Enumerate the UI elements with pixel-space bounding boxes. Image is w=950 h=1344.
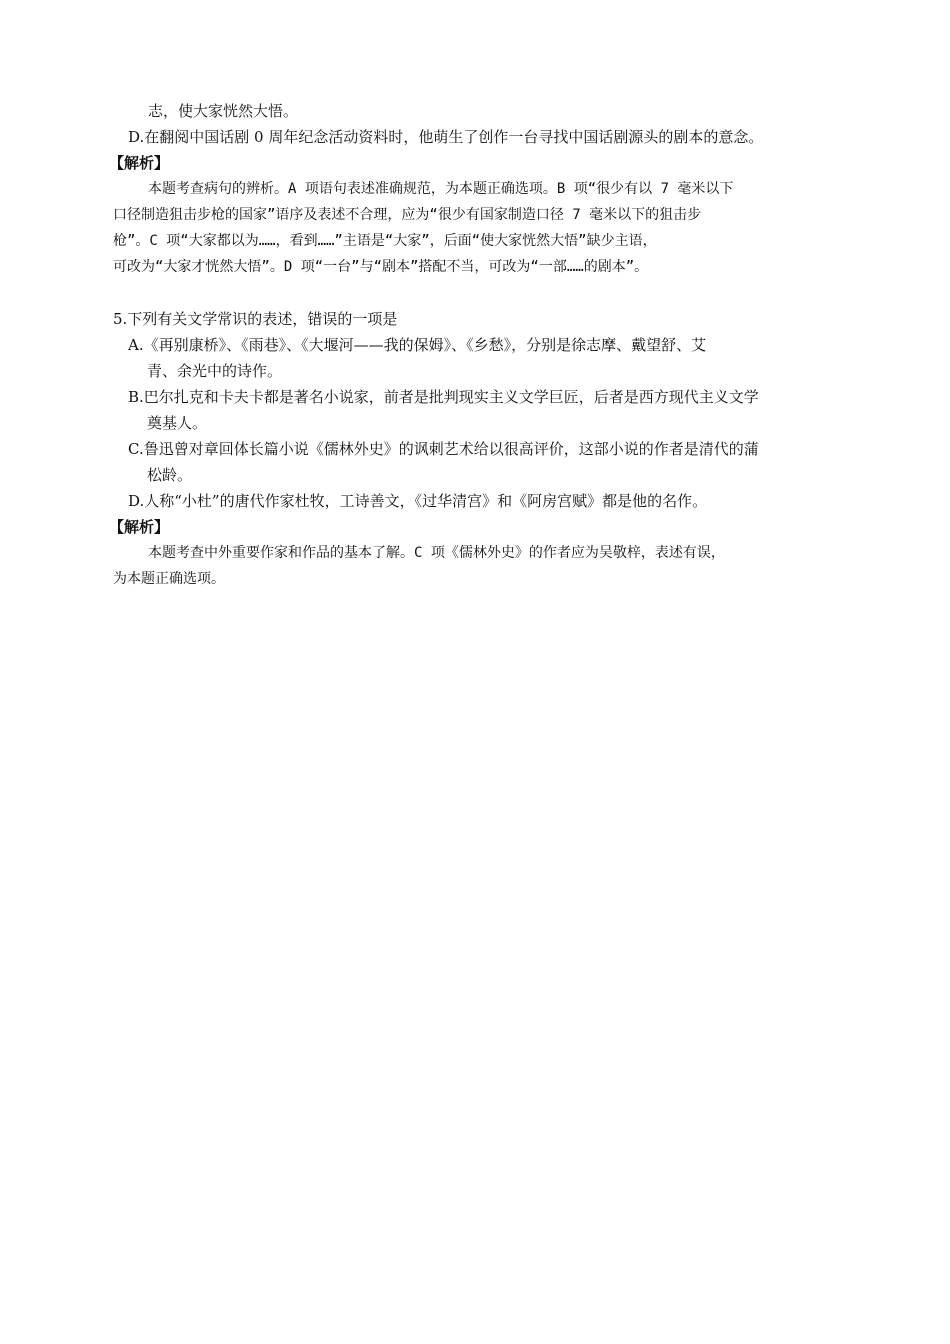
q4-analysis-line-3: 枪”。C 项“大家都以为……，看到……”主语是“大家”，后面“使大家恍然大悟”缺少主语，: [113, 233, 657, 249]
q5-option-d: D.人称“小杜”的唐代作家杜牧，工诗善文，《过华清宫》和《阿房宫赋》都是他的名作。: [128, 492, 708, 510]
q4-analysis-heading: 【解析】: [109, 154, 170, 172]
document-content: [109, 98, 841, 592]
q4-option-d: D.在翻阅中国话剧 0 周年纪念活动资料时，他萌生了创作一台寻找中国话剧源头的剧本的意念。: [128, 128, 764, 146]
q5-analysis-line-1: 本题考查中外重要作家和作品的基本了解。C 项《儒林外史》的作者应为吴敬梓，表述有误，: [148, 545, 725, 561]
q4-option-c-continuation: 志，使大家恍然大悟。: [148, 102, 299, 120]
q5-option-c-continuation: 松龄。: [147, 466, 193, 484]
q5-option-a-continuation: 青、余光中的诗作。: [147, 362, 283, 380]
q5-option-b: B.巴尔扎克和卡夫卡都是著名小说家，前者是批判现实主义文学巨匠，后者是西方现代主义文学: [128, 388, 759, 406]
q5-analysis-heading: 【解析】: [109, 518, 170, 536]
q5-stem: 5.下列有关文学常识的表述，错误的一项是: [113, 310, 398, 328]
q5-option-b-continuation: 奠基人。: [147, 414, 208, 432]
q5-analysis-line-2: 为本题正确选项。: [113, 571, 225, 587]
q4-analysis-line-2: 口径制造狙击步枪的国家”语序及表述不合理，应为“很少有国家制造口径 7 毫米以下的狙击步: [113, 207, 702, 223]
q5-option-c: C.鲁迅曾对章回体长篇小说《儒林外史》的讽刺艺术给以很高评价，这部小说的作者是清代的蒲: [128, 440, 759, 458]
q4-analysis-line-1: 本题考查病句的辨析。A 项语句表述准确规范，为本题正确选项。B 项“很少有以 7 毫米以下: [148, 181, 734, 197]
section-gap: [113, 280, 841, 306]
q5-option-a: A.《再别康桥》、《雨巷》、《大堰河——我的保姆》、《乡愁》，分别是徐志摩、戴望舒、艾: [128, 336, 707, 354]
q4-analysis-line-4: 可改为“大家才恍然大悟”。D 项“一台”与“剧本”搭配不当，可改为“一部……的剧本”。: [113, 259, 649, 275]
